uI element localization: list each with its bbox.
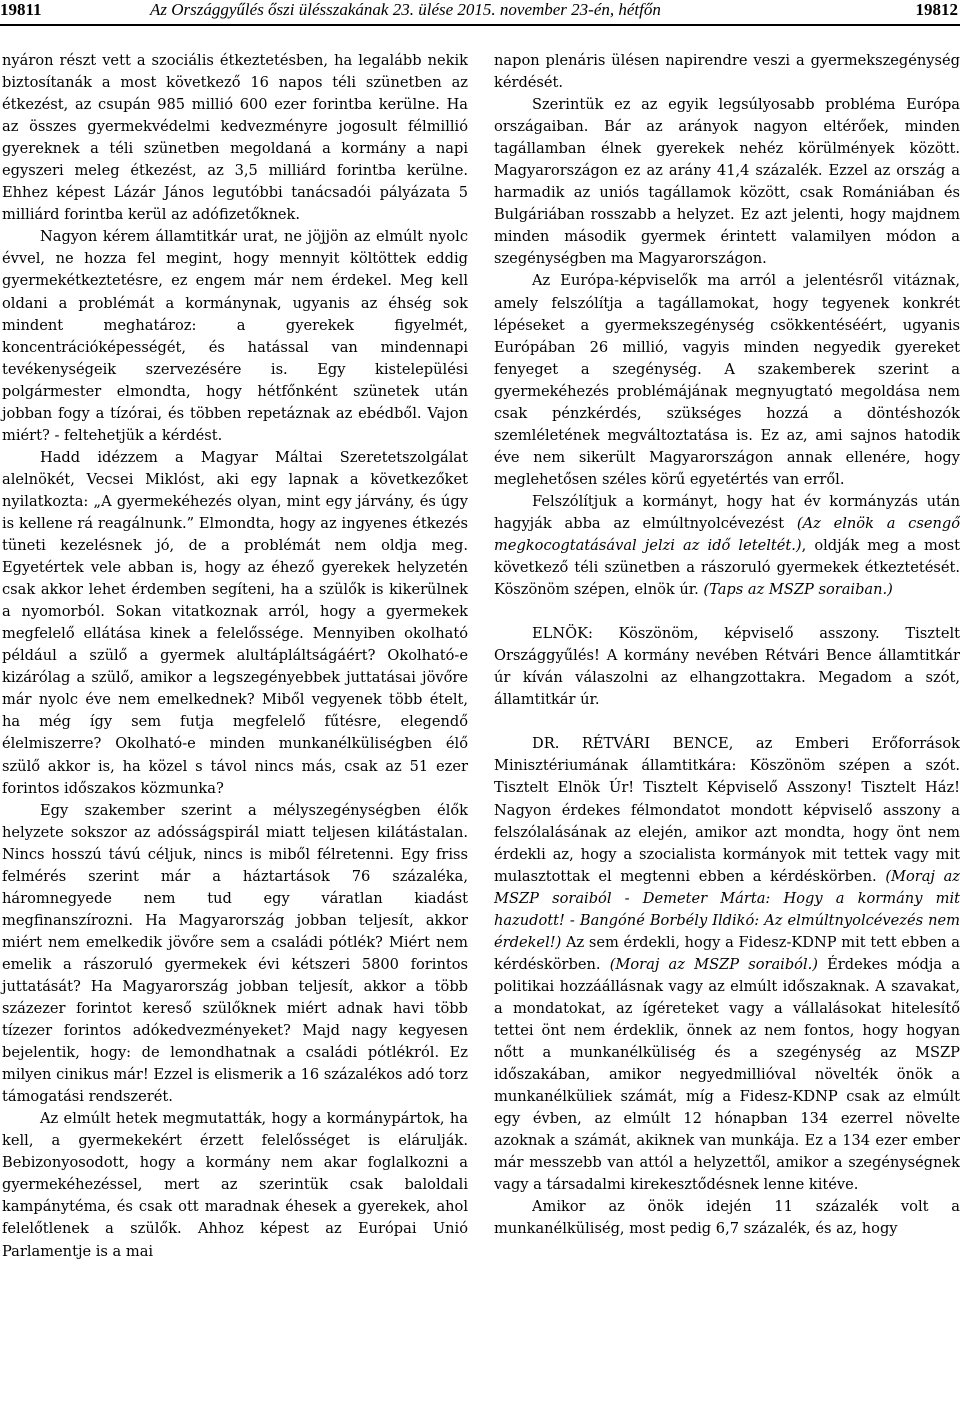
paragraph: nyáron részt vett a szociális étkeztetésben, ha legalább nekik biztosítanák a most következő 16 napos téli szünetben az étkezést, az csupán 985 millió 600 ezer forintba kerülne. Ha az összes gyermekvédelmi kedvezményre jogosult félmillió gyereknek a téli szünetben megoldaná a kormány a napi egyszeri meleg étkezést, az 3,5 milliárd forintba kerülne. Ehhez képest Lázár János legutóbbi tanácsadói pályázata 5 milliárd forintba kerül az adófizetőknek. bbox=[2, 52, 468, 224]
left-column bbox=[2, 50, 468, 1263]
speech-text: Felszólítjuk a kormányt, hogy hat év kormányzás után hagyják abba az elmúltnyolcévezést bbox=[494, 492, 960, 532]
header-rule bbox=[0, 24, 960, 26]
page-header bbox=[0, 0, 960, 26]
paragraph: Nagyon kérem államtitkár urat, ne jöjjön az elmúlt nyolc évvel, ne hozza fel megint, hogy mennyit költöttek eddig gyermekétkeztetésre, ez engem már nem érdekel. Meg kell oldani a problémát a kormánynak, ugyanis az éhség sok mindent meghatároz: a gyerekek figyelmét, koncentrációképességét, és hatással van mindennapi tevékenységeik szervezésére is. Egy kistelepülési polgármester elmondta, hogy hétfőnként szünetek után jobban fogy a tízórai, és többen repetáznak az ebédből. Vajon miért? - feltehetjük a kérdést. bbox=[2, 228, 468, 444]
stage-direction: (Moraj az MSZP soraiból.) bbox=[609, 955, 818, 973]
speech-text: , oldják meg a most következő téli szünetben a rászoruló gyermekek étkeztetését. Köszönöm szépen, elnök úr. bbox=[494, 537, 960, 599]
paragraph: Szerintük ez az egyik legsúlyosabb probléma Európa országaiban. Bár az arányok nagyon eltérőek, minden tagállamban élnek gyerekek nehéz körülmények között. Magyarországon ez az arány 41,4 százalék. Ezzel az ország a harmadik az uniós tagállamok között, csak Romániában és Bulgáriában rosszabb a helyzet. Ez azt jelenti, hogy majdnem minden második gyermek érintett valamilyen módon a szegénységben ma Magyarországon. bbox=[494, 96, 960, 268]
speech-text: Az sem érdekli, hogy a Fidesz-KDNP mit tett ebben a kérdéskörben. bbox=[494, 933, 960, 973]
paragraph: Amikor az önök idején 11 százalék volt a munkanélküliség, most pedig 6,7 százalék, és az, hogy bbox=[494, 1198, 960, 1238]
paragraph: napon plenáris ülésen napirendre veszi a gyermekszegénység kérdését. bbox=[494, 52, 960, 92]
paragraph: Az elmúlt hetek megmutatták, hogy a kormánypártok, ha kell, a gyermekekért érzett felelősséget is elárulják. Bebizonyosodott, hogy a kormány nem akar foglalkozni a gyermekéhezéssel, mert az szerintük csak baloldali kampánytéma, és csak ott maradnak éhesek a gyerekek, ahol felelőtlenek a szülők. Ahhoz képest az Európai Unió Parlamentje is a mai bbox=[2, 1110, 468, 1260]
speech-text: Érdekes módja a politikai hozzáállásnak vagy az elmúlt időszaknak. A szavakat, a mondatokat, az ígéreteket vagy a vállalásokat hitelesítő tettei önt nem érdeklik, önnek az nem fontos, hogy hogyan nőtt a munkanélküliség és a szegénység az MSZP időszakában, amikor negyedmillióval növelték önök a munkanélküliek számát, míg a Fidesz-KDNP csak az elmúlt egy évben, az elmúlt 12 hónapban 134 ezerrel növelte azoknak a számát, akiknek van munkája. Ez a 134 ezer ember már messzebb van attól a helyzettől, amikor a szegénységnek vagy a társadalmi kirekesztődésnek lenne kitéve. bbox=[494, 955, 960, 1194]
spacer bbox=[494, 711, 960, 733]
spacer bbox=[494, 601, 960, 623]
paragraph bbox=[494, 733, 960, 1196]
page-number-left: 19811 bbox=[0, 0, 42, 19]
right-column bbox=[494, 50, 960, 1240]
paragraph: ELNÖK: Köszönöm, képviselő asszony. Tisztelt Országgyűlés! A kormány nevében Rétvári Bence államtitkár úr kíván válaszolni az elhangzottakra. Megadom a szót, államtitkár úr. bbox=[494, 625, 960, 709]
paragraph: Az Európa-képviselők ma arról a jelentésről vitáznak, amely felszólítja a tagállamokat, hogy tegyenek konkrét lépéseket a gyermekszegénység csökkentéséért, ugyanis Európában 26 millió, vagyis minden negyedik gyereket fenyeget a szegénység. A szakemberek szerint a gyermekéhezés problémájának megnyugtató megoldása nem csak pénzkérdés, szükséges hozzá a döntéshozók szemléletének megváltoztatása is. Ez az, ami sajnos hatodik éve nem sikerült Magyarországon annak ellenére, hogy meglehetősen széles körű egyetértés van erről. bbox=[494, 272, 960, 488]
paragraph bbox=[494, 491, 960, 601]
paragraph: Egy szakember szerint a mélyszegénységben élők helyzete sokszor az adósságspirál miatt teljesen kilátástalan. Nincs hosszú távú céljuk, nincs is miből félretenni. Egy friss felmérés szerint már a háztartások 76 százaléka, háromnegyede nem tud egy váratlan kiadást megfinanszírozni. Ha Magyarország jobban teljesít, akkor miért nem emelkedik jövőre sem a családi pótlék? Miért nem emelik a rászoruló gyermekek évi kétszeri 5800 forintos juttatását? Ha Magyarország jobban teljesít, akkor a több százezer forintot kereső szülőknek miért adnak havi több tízezer forintos adókedvezményeket? Majd nagy kegyesen bejelentik, hogy: de lemondhatnak a családi pótlékról. Ez milyen cinikus már! Ezzel is elismerik a 16 százalékos adó torz támogatási rendszerét. bbox=[2, 801, 468, 1106]
stage-direction: (Moraj az MSZP soraiból - Demeter Márta: Hogy a kormány mit hazudott! - Bangóné Borbély Ildikó: Az elmúltnyolcévezés nem érdekel!) bbox=[494, 867, 960, 951]
page-number-right: 19812 bbox=[915, 0, 958, 19]
running-title: Az Országgyűlés őszi ülésszakának 23. ülése 2015. november 23-én, hétfőn bbox=[150, 0, 661, 19]
paragraph: Hadd idézzem a Magyar Máltai Szeretetszolgálat alelnökét, Vecsei Miklóst, aki egy lapnak a következőket nyilatkozta: „A gyermekéhezés olyan, mint egy járvány, és úgy is kellene rá reagálnunk.” Elmondta, hogy az ingyenes étkezés tüneti kezelésnek jó, de a problémát nem oldja meg. Egyetértek vele abban is, hogy az éhező gyerekek helyzetén csak akkor lehet érdemben segíteni, ha a szülők is kikerülnek a nyomorból. Sokan vitatkoznak arról, hogy a gyermekek megfelelő ellátása kinek a felelőssége. Mennyiben okolható például a szülő a gyermek alultápláltságáért? Okolható-e kizárólag a szülő, amikor a legszegényebbek juttatásai jövőre már nyolc éve nem emelkednek? Miből vegyenek több ételt, ha még így sem futja megfelelő fűtésre, elegendő élelmiszerre? Okolható-e minden munkanélküliségben élő szülő akkor is, ha közel s távol nincs más, csak az 51 ezer forintos időszakos közmunka? bbox=[2, 448, 468, 797]
stage-direction: (Taps az MSZP soraiban.) bbox=[703, 581, 893, 599]
stage-direction: (Az elnök a csengő megkocogtatásával jelzi az idő leteltét.) bbox=[494, 514, 960, 555]
speech-text: DR. RÉTVÁRI BENCE, az Emberi Erőforrások Minisztériumának államtitkára: Köszönöm szépen a szót. Tisztelt Elnök Úr! Tisztelt Képviselő Asszony! Tisztelt Ház! Nagyon érdekes félmondatot mondott képviselő asszony a felszólalásának az elején, amikor azt mondta, hogy önt nem érdekli az, hogy a szocialista kormányok mit tettek vagy mit mulasztottak el megtenni ebben a kérdéskörben. bbox=[494, 735, 960, 885]
